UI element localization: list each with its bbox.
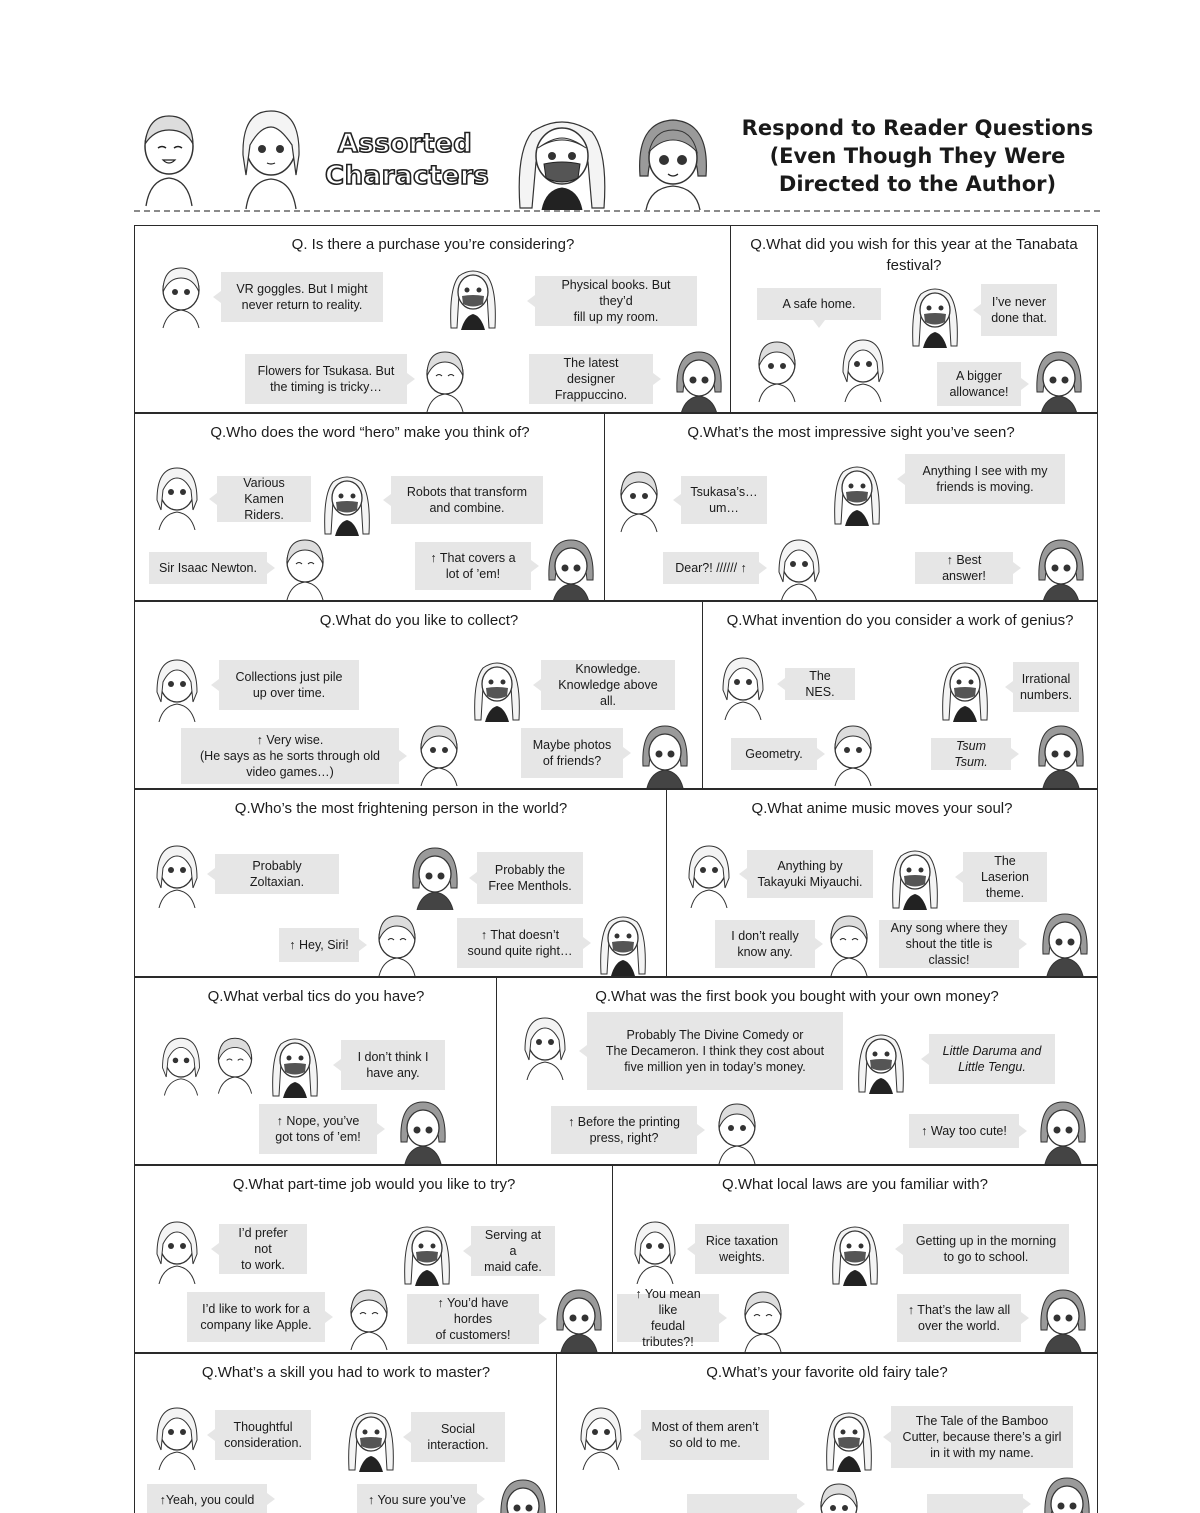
answer-bubble: A safe home. — [757, 288, 881, 320]
character-masked-girl-icon — [471, 656, 523, 722]
character-long-hair-boy-icon — [629, 1218, 681, 1284]
character-masked-girl-icon — [889, 844, 941, 910]
answer-bubble: VR goggles. But I might never return to reality. — [221, 272, 383, 322]
character-boy-icon — [279, 536, 331, 601]
panel-verbal-tics — [134, 977, 498, 1165]
character-long-hair-boy-icon — [773, 536, 825, 601]
panel-impressive-sight — [604, 413, 1098, 601]
character-bob-girl-icon — [1037, 1098, 1089, 1164]
character-boy-icon — [343, 1286, 395, 1352]
answer-bubble: Physical books. But they’d fill up my room. — [535, 276, 697, 326]
character-masked-girl-icon — [829, 1220, 881, 1286]
answer-bubble: Robots that transform and combine. — [391, 476, 543, 524]
title-line-3: Directed to the Author) — [778, 172, 1057, 196]
character-bob-girl-icon — [497, 1476, 549, 1513]
panel-anime-music — [666, 789, 1098, 977]
panel-tanabata — [730, 225, 1098, 413]
character-boy-icon — [827, 722, 879, 788]
logo-line-2: Characters — [325, 161, 490, 191]
character-bob-girl-icon — [1037, 1286, 1089, 1352]
answer-bubble: Tsum Tsum. — [931, 738, 1011, 770]
character-boy-icon — [419, 348, 471, 413]
character-long-hair-boy-icon — [683, 842, 735, 908]
answer-bubble: Rice taxation weights. — [695, 1224, 789, 1274]
character-bob-girl-icon — [1033, 348, 1085, 413]
answer-bubble: The latest designer Frappuccino. — [529, 354, 653, 404]
answer-bubble: ↑ You mean like feudal tributes?! — [617, 1294, 719, 1342]
row-6 — [134, 1165, 1098, 1353]
answer-bubble: ↑ Nope, you’ve got tons of ’em! — [259, 1104, 377, 1154]
character-long-hair-boy-icon — [151, 1404, 203, 1470]
answer-bubble: Little Daruma and Little Tengu. — [929, 1034, 1055, 1084]
question: Q.What part-time job would you like to try? — [232, 1176, 516, 1193]
character-long-hair-boy-icon — [519, 1014, 571, 1080]
answer-bubble-cut — [687, 1494, 797, 1513]
character-masked-girl-icon — [939, 656, 991, 722]
character-boy-icon — [711, 1100, 763, 1165]
panel-invention — [702, 601, 1098, 789]
character-long-hair-boy-icon — [157, 1032, 205, 1098]
character-bob-girl-icon — [1041, 1474, 1093, 1513]
character-masked-girl-icon — [831, 460, 883, 526]
character-long-hair-boy-icon — [151, 1218, 203, 1284]
panel-frightening — [134, 789, 668, 977]
header-logo — [325, 128, 490, 192]
question: Q.What do you like to collect? — [319, 612, 519, 629]
character-bob-girl-icon — [1035, 722, 1087, 788]
panel-purchase — [134, 225, 732, 413]
answer-bubble: ↑ Way too cute! — [909, 1114, 1019, 1148]
answer-bubble: ↑ That doesn’t sound quite right… — [457, 918, 583, 968]
character-boy-icon — [371, 912, 423, 977]
row-2 — [134, 413, 1098, 601]
answer-bubble: I’d prefer not to work. — [219, 1224, 307, 1274]
answer-bubble: ↑ Before the printing press, right? — [551, 1106, 697, 1154]
character-bob-girl-icon — [1039, 910, 1091, 976]
question: Q.What invention do you consider a work of genius? — [726, 612, 1074, 629]
answer-bubble: Dear?! ////// ↑ — [663, 552, 759, 584]
character-boy-icon — [823, 912, 875, 977]
panel-collect — [134, 601, 704, 789]
character-masked-girl-icon — [321, 470, 373, 536]
character-long-hair-boy-icon — [234, 105, 308, 211]
character-boy-icon — [413, 722, 465, 788]
character-bob-girl-icon — [639, 722, 691, 788]
answer-bubble: Any song where they shout the title is classic! — [879, 920, 1019, 968]
character-masked-girl-icon — [855, 1028, 907, 1094]
character-boy-icon — [751, 338, 803, 404]
answer-bubble: Tsukasa’s… um… — [681, 476, 767, 524]
answer-bubble-cut — [927, 1494, 1023, 1513]
row-7 — [134, 1353, 1098, 1507]
answer-bubble: Most of them aren’t so old to me. — [641, 1410, 769, 1460]
answer-bubble: Serving at a maid cafe. — [471, 1226, 555, 1276]
question: Q. Is there a purchase you’re considering? — [291, 236, 575, 253]
answer-bubble: Getting up in the morning to go to school. — [903, 1224, 1069, 1274]
answer-bubble: Knowledge. Knowledge above all. — [541, 660, 675, 710]
row-1 — [134, 225, 1098, 413]
character-long-hair-boy-icon — [575, 1404, 627, 1470]
character-masked-girl-icon — [267, 1032, 323, 1098]
character-masked-girl-icon — [512, 112, 612, 212]
answer-bubble: ↑ Very wise. (He says as he sorts through old video games…) — [181, 728, 399, 784]
question: Q.What verbal tics do you have? — [207, 988, 425, 1005]
answer-bubble: Flowers for Tsukasa. But the timing is tricky… — [245, 354, 407, 404]
character-long-hair-boy-icon — [837, 336, 889, 402]
character-masked-girl-icon — [597, 910, 649, 976]
character-masked-girl-icon — [823, 1406, 875, 1472]
row-4 — [134, 789, 1098, 977]
question: Q.What’s the most impressive sight you’ve seen? — [687, 424, 1015, 441]
answer-bubble: The NES. — [785, 668, 855, 700]
page-title — [735, 114, 1100, 198]
question: Q.What’s a skill you had to work to master? — [201, 1364, 491, 1381]
answer-bubble: ↑ Hey, Siri! — [279, 928, 359, 962]
character-boy-icon — [813, 1480, 865, 1513]
character-masked-girl-icon — [401, 1220, 453, 1286]
question: Q.What was the first book you bought with your own money? — [595, 988, 999, 1005]
answer-bubble: The Laserion theme. — [963, 852, 1047, 902]
panel-hero — [134, 413, 606, 601]
answer-bubble: Social interaction. — [411, 1412, 505, 1462]
character-boy-icon — [136, 110, 202, 210]
character-masked-girl-icon — [345, 1406, 397, 1472]
answer-bubble: Anything I see with my friends is moving. — [905, 454, 1065, 504]
answer-bubble: ↑ You’d have hordes of customers! — [407, 1294, 539, 1344]
answer-bubble: The Tale of the Bamboo Cutter, because there’s a girl in it with my name. — [891, 1406, 1073, 1468]
logo-line-1: Assorted — [337, 129, 473, 159]
answer-bubble: ↑ That’s the law all over the world. — [897, 1294, 1021, 1342]
panel-local-laws — [612, 1165, 1098, 1353]
character-bob-girl-icon — [553, 1286, 605, 1352]
title-line-2: (Even Though They Were — [769, 144, 1066, 168]
question: Q.What did you wish for this year at the Tanabata festival? — [750, 236, 1078, 274]
character-masked-girl-icon — [447, 264, 499, 330]
answer-bubble: Sir Isaac Newton. — [149, 552, 267, 584]
answer-bubble: ↑ You sure you’ve — [357, 1484, 477, 1513]
character-masked-girl-icon — [909, 282, 961, 348]
answer-bubble: I’ve never done that. — [981, 284, 1057, 336]
answer-bubble: ↑ That covers a lot of ’em! — [415, 542, 531, 590]
character-long-hair-boy-icon — [151, 656, 203, 722]
panel-part-time-job — [134, 1165, 614, 1353]
answer-bubble: Probably the Free Menthols. — [477, 852, 583, 904]
answer-bubble: I don’t think I have any. — [341, 1040, 445, 1090]
question: Q.What’s your favorite old fairy tale? — [706, 1364, 948, 1381]
panel-skill — [134, 1353, 558, 1513]
character-boy-icon — [613, 468, 665, 534]
question: Q.What anime music moves your soul? — [751, 800, 1013, 817]
character-long-hair-boy-icon — [151, 842, 203, 908]
character-boy-icon — [155, 264, 207, 330]
answer-bubble: I’d like to work for a company like Apple. — [187, 1292, 325, 1342]
answer-bubble: Probably Zoltaxian. — [215, 854, 339, 894]
character-long-hair-boy-icon — [717, 654, 769, 720]
panel-first-book — [496, 977, 1098, 1165]
question: Q.Who’s the most frightening person in the world? — [234, 800, 568, 817]
character-bob-girl-icon — [1035, 536, 1087, 601]
character-boy-icon — [737, 1288, 789, 1353]
header-divider — [134, 210, 1100, 212]
character-boy-icon — [211, 1032, 259, 1098]
answer-bubble: Thoughtful consideration. — [215, 1410, 311, 1460]
answer-bubble: ↑ Best answer! — [915, 552, 1013, 584]
question: Q.What local laws are you familiar with? — [722, 1176, 988, 1193]
answer-bubble: Collections just pile up over time. — [219, 660, 359, 710]
panel-fairy-tale — [556, 1353, 1098, 1513]
character-bob-girl-icon — [673, 348, 725, 413]
answer-bubble: Anything by Takayuki Miyauchi. — [747, 850, 873, 898]
answer-bubble: Probably The Divine Comedy or The Decameron. I think they cost about five million yen in today’s money. — [587, 1012, 843, 1090]
row-5 — [134, 977, 1098, 1165]
answer-bubble: ↑Yeah, you could — [147, 1484, 267, 1513]
character-bob-girl-icon — [397, 1098, 449, 1164]
answer-bubble: Maybe photos of friends? — [521, 728, 623, 778]
title-line-1: Respond to Reader Questions — [741, 116, 1094, 140]
character-bob-girl-icon — [634, 114, 712, 212]
answer-bubble: I don’t really know any. — [715, 920, 815, 968]
answer-bubble: Various Kamen Riders. — [217, 476, 311, 522]
row-3 — [134, 601, 1098, 789]
character-long-hair-boy-icon — [151, 464, 203, 530]
answer-bubble: Irrational numbers. — [1013, 662, 1079, 712]
character-bob-girl-icon — [545, 536, 597, 601]
question: Q.Who does the word “hero” make you think of? — [210, 424, 530, 441]
character-bob-girl-icon — [409, 844, 461, 910]
answer-bubble: A bigger allowance! — [937, 362, 1021, 406]
answer-bubble: Geometry. — [731, 738, 817, 770]
